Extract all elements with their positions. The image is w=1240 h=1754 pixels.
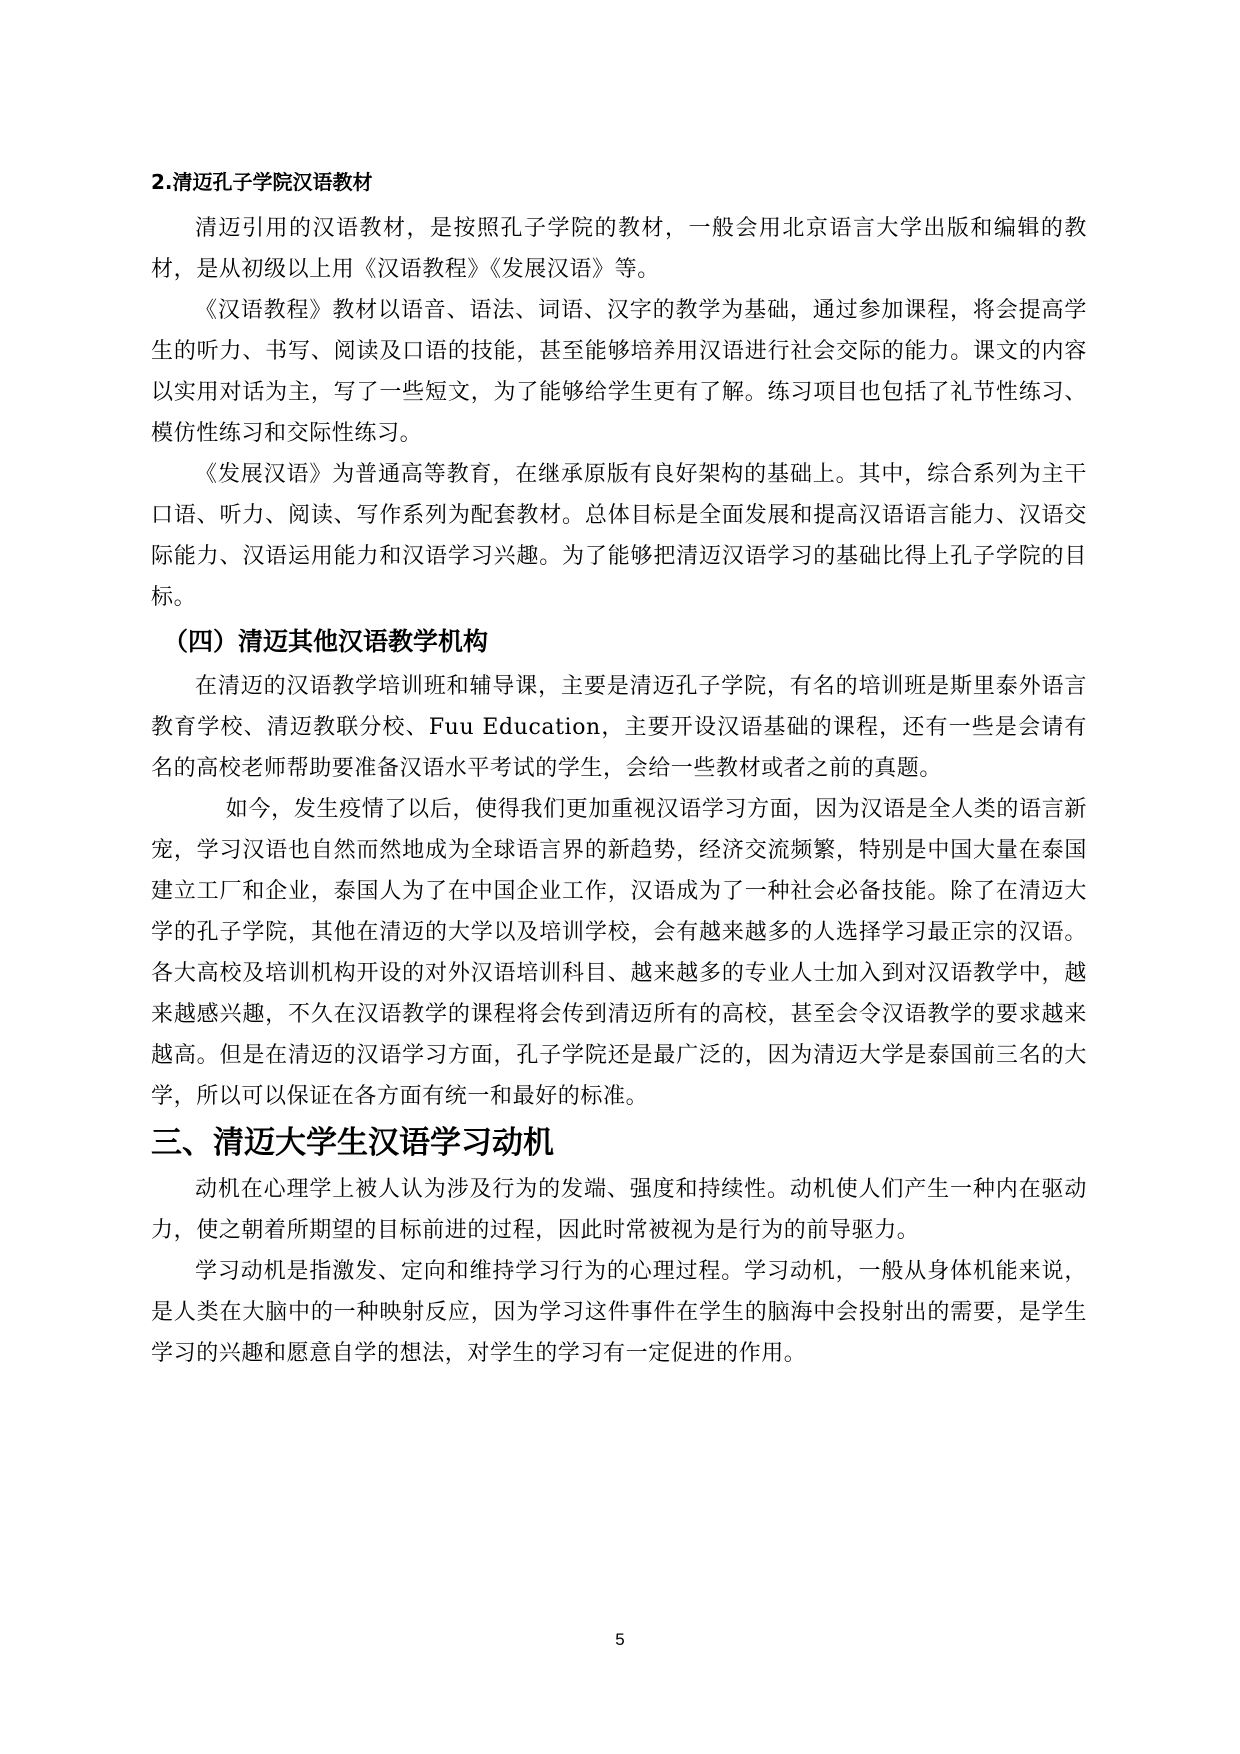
- paragraph-motivation-definition: 动机在心理学上被人认为涉及行为的发端、强度和持续性。动机使人们产生一种内在驱动力，使之朝着所期望的目标前进的过程，因此时常被视为是行为的前导驱力。: [151, 1177, 1087, 1243]
- page-body: [151, 166, 1087, 1374]
- paragraph-textbook-intro: 清迈引用的汉语教材，是按照孔子学院的教材，一般会用北京语言大学出版和编辑的教材，是从初级以上用《汉语教程》《发展汉语》等。: [151, 216, 1087, 282]
- paragraph-pandemic-trend: 如今，发生疫情了以后，使得我们更加重视汉语学习方面，因为汉语是全人类的语言新宠，学习汉语也自然而然地成为全球语言界的新趋势，经济交流频繁，特别是中国大量在泰国建立工厂和企业，泰国人为了在中国企业工作，汉语成为了一种社会必备技能。除了在清迈大学的孔子学院，其他在清迈的大学以及培训学校，会有越来越多的人选择学习最正宗的汉语。各大高校及培训机构开设的对外汉语培训科目、越来越多的专业人士加入到对汉语教学中，越来越感兴趣，不久在汉语教学的课程将会传到清迈所有的高校，甚至会令汉语教学的要求越来越高。但是在清迈的汉语学习方面，孔子学院还是最广泛的，因为清迈大学是泰国前三名的大学，所以可以保证在各方面有统一和最好的标准。: [151, 797, 1087, 1109]
- paragraph-learning-motivation: 学习动机是指激发、定向和维持学习行为的心理过程。学习动机，一般从身体机能来说，是人类在大脑中的一种映射反应，因为学习这件事件在学生的脑海中会投射出的需要，是学生学习的兴趣和愿意自学的想法，对学生的学习有一定促进的作用。: [151, 1259, 1087, 1366]
- paragraph-hanyu-jiaocheng: 《汉语教程》教材以语音、语法、词语、汉字的教学为基础，通过参加课程，将会提高学生的听力、书写、阅读及口语的技能，甚至能够培养用汉语进行社会交际的能力。课文的内容以实用对话为主，写了一些短文，为了能够给学生更有了解。练习项目也包括了礼节性练习、模仿性练习和交际性练习。: [151, 298, 1087, 446]
- paragraph-fazhan-hanyu: 《发展汉语》为普通高等教育，在继承原版有良好架构的基础上。其中，综合系列为主干口语、听力、阅读、写作系列为配套教材。总体目标是全面发展和提高汉语语言能力、汉语交际能力、汉语运用能力和汉语学习兴趣。为了能够把清迈汉语学习的基础比得上孔子学院的目标。: [151, 462, 1087, 610]
- section-heading-other-institutions: （四）清迈其他汉语教学机构: [163, 627, 489, 656]
- chapter-heading-motivation: 三、清迈大学生汉语学习动机: [151, 1125, 554, 1161]
- paragraph-training-schools: 在清迈的汉语教学培训班和辅导课，主要是清迈孔子学院，有名的培训班是斯里泰外语言教育学校、清迈教联分校、Fuu Education，主要开设汉语基础的课程，还有一些是会请有名的高校老师帮助要准备汉语水平考试的学生，会给一些教材或者之前的真题。: [151, 674, 1087, 781]
- subheading-textbooks: 2.清迈孔子学院汉语教材: [151, 170, 373, 194]
- page-number: 5: [615, 1630, 625, 1649]
